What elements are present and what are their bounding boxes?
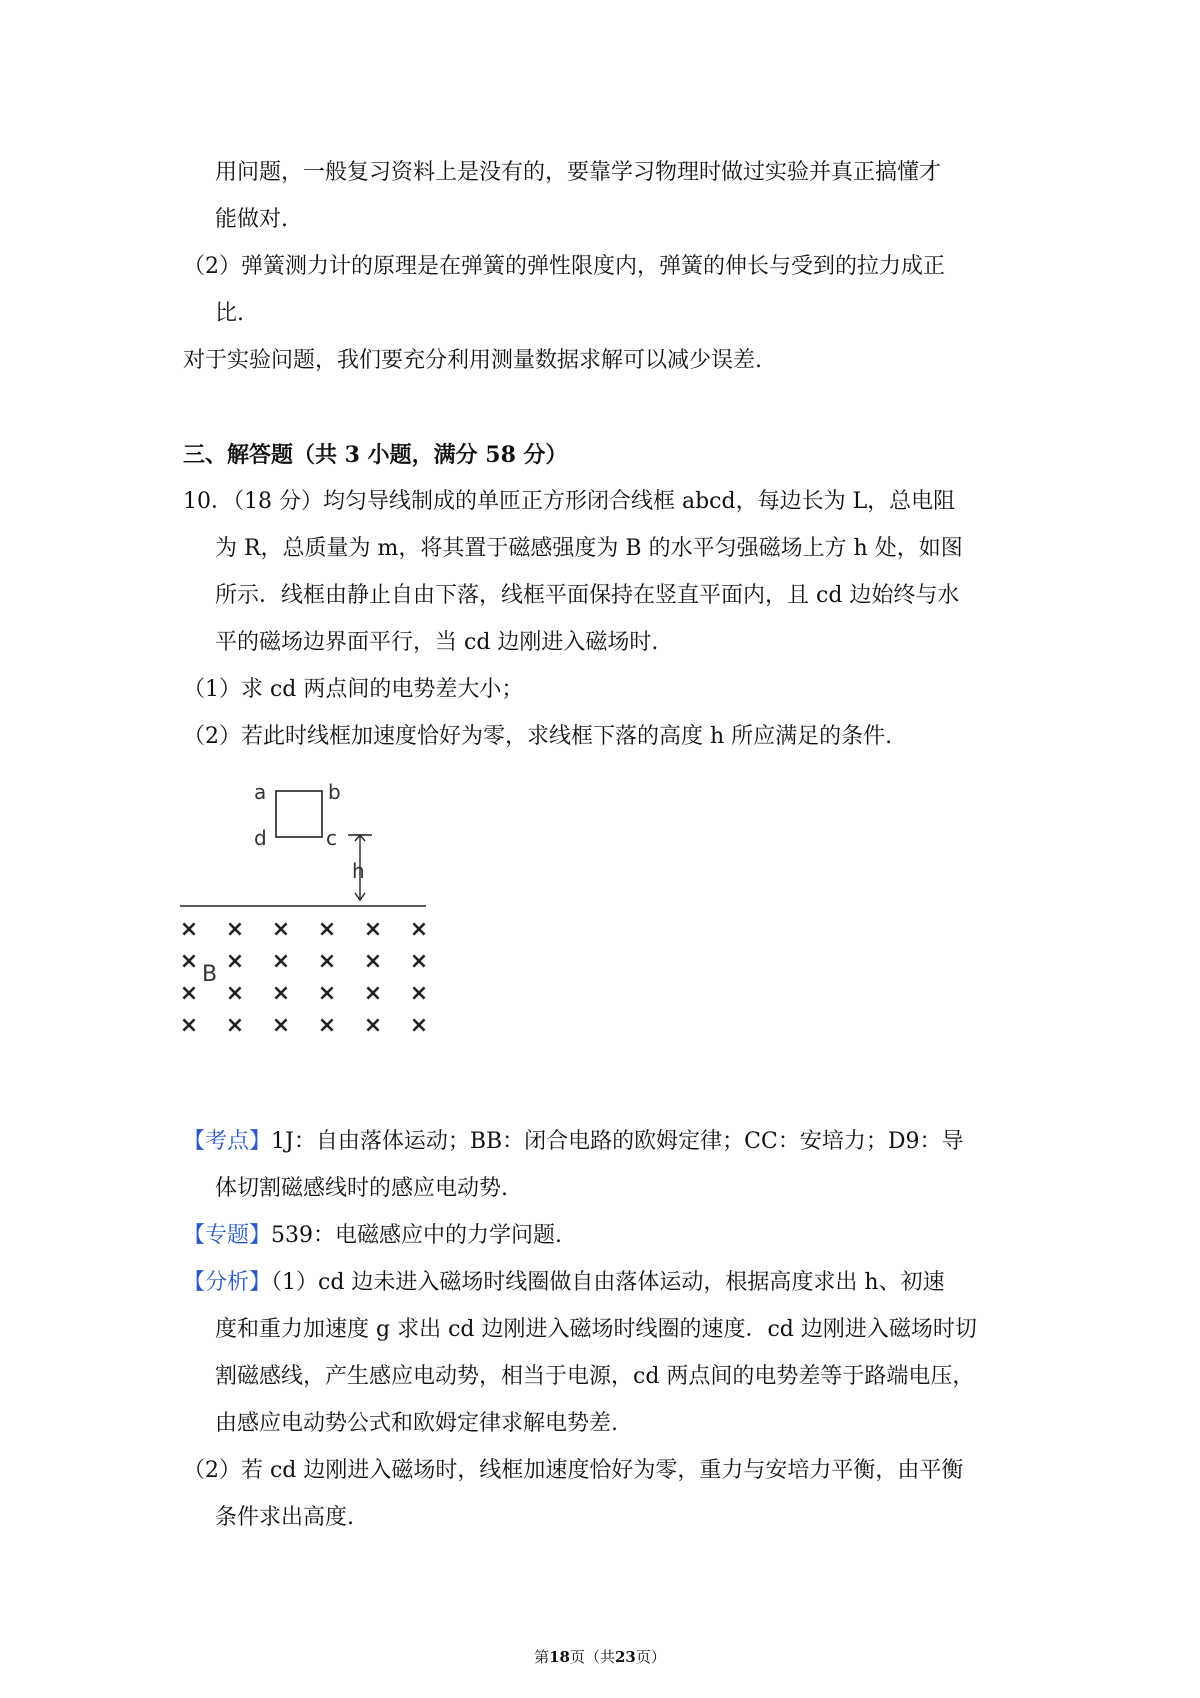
field-cross-mark: × [409,981,429,1006]
field-cross-mark: × [179,949,199,974]
prev-item-2-cont: 比. [215,301,244,326]
field-cross-mark: × [409,917,429,942]
fenxi-tag: 【分析】 [183,1270,272,1295]
label-a: a [254,780,267,804]
question-stem-line: 所示．线框由静止自由下落，线框平面保持在竖直平面内，且 cd 边始终与水 [215,583,960,608]
prev-text-line: 能做对. [215,207,288,232]
prev-item-2: （2）弹簧测力计的原理是在弹簧的弹性限度内，弹簧的伸长与受到的拉力成正 [183,254,945,279]
magnetic-field-figure [178,775,438,1035]
kaodian-tag: 【考点】 [183,1129,272,1154]
field-cross-mark: × [317,949,337,974]
prev-text-line: 用问题，一般复习资料上是没有的，要靠学习物理时做过实验并真正搞懂才 [215,160,942,185]
kaodian-text: 1J：自由落体运动；BB：闭合电路的欧姆定律；CC：安培力；D9：导 [271,1129,964,1154]
page-number: 18 [549,1648,570,1666]
fenxi-cont: 割磁感线，产生感应电动势，相当于电源，cd 两点间的电势差等于路端电压， [215,1364,975,1389]
zhuanti-text: 539：电磁感应中的力学问题. [271,1223,563,1248]
square-coil [276,791,322,837]
field-cross-mark: × [409,1013,429,1035]
field-cross-mark: × [363,981,383,1006]
field-cross-mark: × [225,917,245,942]
fenxi-cont: 度和重力加速度 g 求出 cd 边刚进入磁场时线圈的速度．cd 边刚进入磁场时切 [215,1317,977,1342]
question-stem: 10．（18 分）均匀导线制成的单匝正方形闭合线框 abcd，每边长为 L，总电阻 [183,489,956,514]
field-cross-mark: × [179,917,199,942]
fenxi-part-2: （2）若 cd 边刚进入磁场时，线框加速度恰好为零，重力与安培力平衡，由平衡 [183,1458,964,1483]
label-h: h [352,859,365,883]
section-title: 三、解答题（共 3 小题，满分 58 分） [183,442,568,468]
page-total: 23 [615,1648,636,1666]
field-cross-mark: × [179,1013,199,1035]
kaodian-line [183,1127,963,1157]
question-stem-line: 平的磁场边界面平行，当 cd 边刚进入磁场时. [215,630,659,655]
question-part-1: （1）求 cd 两点间的电势差大小； [183,677,524,702]
field-cross-mark: × [363,1013,383,1035]
field-cross-mark: × [225,949,245,974]
label-d: d [254,826,267,850]
field-cross-mark: × [271,949,291,974]
question-part-2: （2）若此时线框加速度恰好为零，求线框下落的高度 h 所应满足的条件. [183,724,893,749]
prev-summary: 对于实验问题，我们要充分利用测量数据求解可以减少误差. [183,348,762,373]
field-cross-mark: × [225,1013,245,1035]
page-footer: 第18页（共23页） [534,1648,666,1666]
zhuanti-line [183,1221,562,1251]
field-cross-mark: × [409,949,429,974]
label-b: b [328,780,341,804]
field-cross-mark: × [363,949,383,974]
field-cross-mark: × [317,1013,337,1035]
field-cross-mark: × [271,1013,291,1035]
field-cross-mark: × [317,981,337,1006]
fenxi-text: （1）cd 边未进入磁场时线圈做自由落体运动，根据高度求出 h、初速 [271,1270,945,1295]
kaodian-cont: 体切割磁感线时的感应电动势. [215,1176,508,1201]
fenxi-cont: 由感应电动势公式和欧姆定律求解电势差. [215,1411,618,1436]
fenxi-line [183,1268,945,1298]
field-cross-mark: × [225,981,245,1006]
zhuanti-tag: 【专题】 [183,1223,272,1248]
fenxi-part-2-cont: 条件求出高度. [215,1505,354,1530]
question-stem-line: 为 R，总质量为 m，将其置于磁感强度为 B 的水平匀强磁场上方 h 处，如图 [215,536,963,561]
label-c: c [326,826,337,850]
field-cross-mark: × [363,917,383,942]
field-cross-mark: × [271,981,291,1006]
field-cross-mark: × [179,981,199,1006]
label-B: B [202,962,218,987]
field-cross-mark: × [317,917,337,942]
field-cross-mark: × [271,917,291,942]
